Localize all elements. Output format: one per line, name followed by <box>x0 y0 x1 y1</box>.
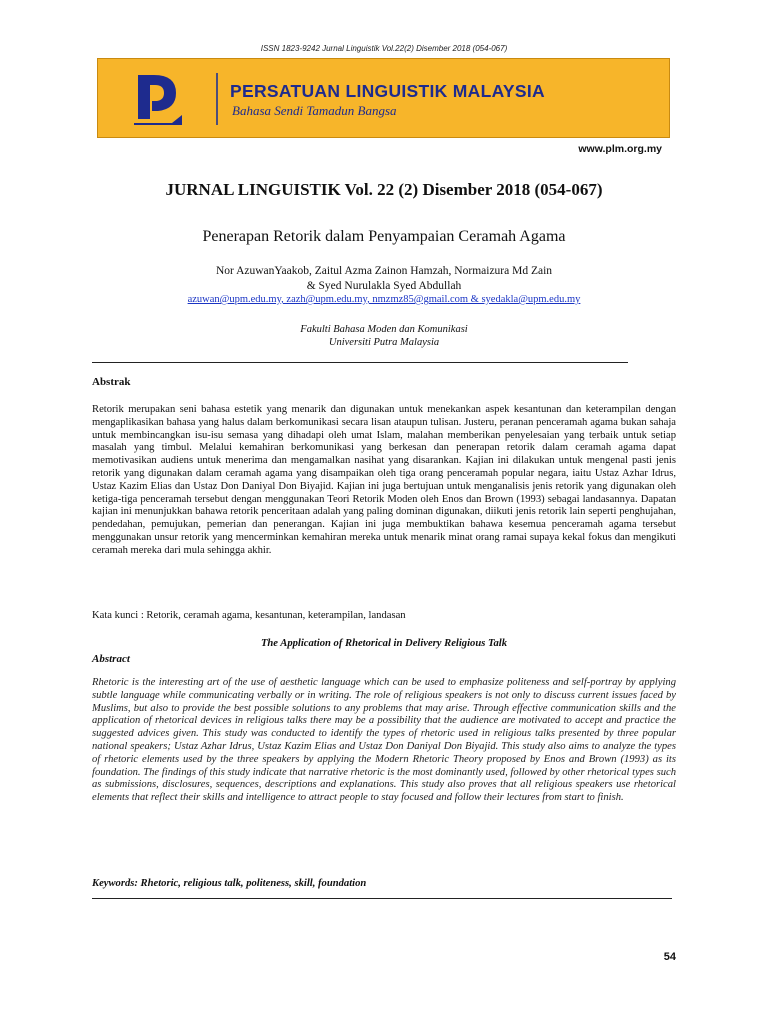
kata-kunci: Kata kunci : Retorik, ceramah agama, kesantunan, keterampilan, landasan <box>92 610 406 621</box>
affiliation <box>0 323 768 349</box>
article-title: Penerapan Retorik dalam Penyampaian Ceramah Agama <box>202 228 566 245</box>
issn-line: ISSN 1823-9242 Jurnal Linguistik Vol.22(2) Disember 2018 (054-067) <box>260 44 508 53</box>
keywords: Keywords: Rhetoric, religious talk, politeness, skill, foundation <box>92 878 367 889</box>
plm-logo-icon <box>128 69 190 129</box>
society-banner <box>97 58 670 138</box>
affiliation-line-2: Universiti Putra Malaysia <box>328 337 440 348</box>
authors <box>0 264 768 294</box>
english-title: The Application of Rhetorical in Delivery Religious Talk <box>260 638 508 649</box>
banner-divider <box>216 73 218 125</box>
affiliation-line-1: Fakulti Bahasa Moden dan Komunikasi <box>300 324 468 335</box>
abstrak-heading: Abstrak <box>92 376 131 388</box>
journal-line: JURNAL LINGUISTIK Vol. 22 (2) Disember 2018 (054-067) <box>165 180 603 199</box>
divider-bottom <box>92 898 672 899</box>
abstrak-text: Retorik merupakan seni bahasa estetik yang menarik dan digunakan untuk menekankan aspek kesantunan dan keterampilan dengan mengaplikasikan bahasa yang halus dalam berkomunikasi secara lisan ataupun tulisan. Justeru, peranan penceramah agama bukan sahaja untuk membincangkan isu-isu semasa yang dihadapi oleh umat Islam, malahan memberikan penyelesaian yang terbaik untuk setiap masalah yang timbul. Melalui kemahiran berkomunikasi yang berkesan dan penerapan retorik dalam ceramah agama dapat memotivasikan audiens untuk menerima dan mengamalkan nasihat yang disarankan. Kajian ini dilakukan untuk mengenal pasti jenis retorik yang digunakan dalam ceramah agama yang disampaikan oleh tiga orang penceramah popular negara, iaitu Ustaz Azhar Idrus, Ustaz Kazim Elias dan Ustaz Don Daniyal Don Biyajid. Kajian ini juga bertujuan untuk menganalisis jenis retorik yang digunakan oleh ketiga-tiga penceramah tersebut dengan menggunakan Teori Retorik Moden oleh Enos dan Brown (1993) sebagai landasannya. Dapatan kajian ini menunjukkan bahawa retorik penceritaan adalah yang paling dominan digunakan, diikuti jenis retorik lain seperti penghujahan, pendedahan, pemujukan, pemerian dan penerangan. Kajian ini juga membuktikan bahawa kesemua penceramah agama tersebut menggunakan unsur retorik yang mencerminkan kemahiran mereka untuk menarik minat orang ramai supaya kekal fokus dan mengikuti ceramah mereka dari mula sehingga akhir. <box>92 404 676 556</box>
org-motto: Bahasa Sendi Tamadun Bangsa <box>232 103 397 118</box>
abstract-text: Rhetoric is the interesting art of the use of aesthetic language which can be used to emphasize politeness and self-portray by applying subtle language while communicating verbally or in writing. The role of religious speakers is not only to discuss current issues faced by Muslims, but also to provide the best possible solutions to any problems that may arise. Through effective communication skills and the application of rhetorical devices in religious talks there may be a possibility that the audience are motivated to accept and practice the suggested advices given. This study was conducted to identify the types of rhetoric used in religious talks presented by three popular national speakers; Ustaz Azhar Idrus, Ustaz Kazim Elias and Ustaz Don Daniyal Don Biyajid. This study also aims to analyze the types of rhetoric elements used by the three speakers by applying the Modern Rhetoric Theory proposed by Enos and Brown (1993) as its foundation. The findings of this study indicate that narrative rhetoric is the most dominantly used, followed by other rhetorical types such as submissions, disclosures, sequences, descriptions and explanations. This study also proves that all religious speakers use rhetorical elements that reflect their skills and intelligence to attract people to stay focused and follow their lectures from start to finish. <box>92 677 676 804</box>
page-number: 54 <box>663 951 676 963</box>
abstract-heading: Abstract <box>92 653 130 665</box>
org-name: PERSATUAN LINGUISTIK MALAYSIA <box>230 81 545 101</box>
author-emails-link[interactable]: azuwan@upm.edu.my, zazh@upm.edu.my, nmzmz85@gmail.com & syedakla@upm.edu.my <box>187 294 581 305</box>
website-link[interactable]: www.plm.org.my <box>578 143 662 155</box>
authors-line-2: & Syed Nurulakla Syed Abdullah <box>306 280 462 292</box>
authors-line-1: Nor AzuwanYaakob, Zaitul Azma Zainon Hamzah, Normaizura Md Zain <box>215 265 553 277</box>
divider-top <box>92 362 628 363</box>
